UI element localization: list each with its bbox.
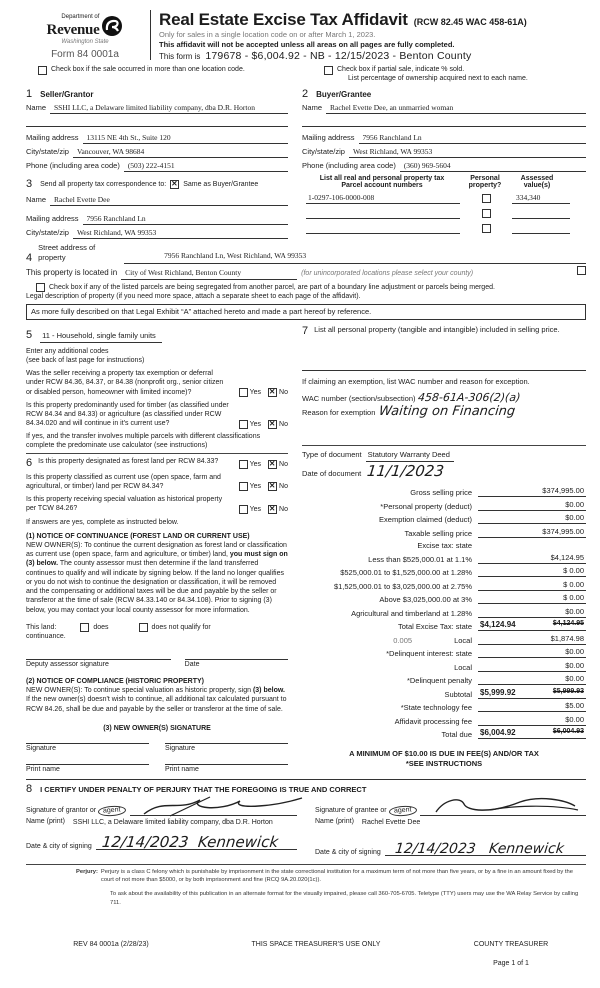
tax-label: Taxable selling price — [404, 528, 472, 538]
grantor-signing-city: Kennewick — [196, 833, 279, 852]
seller-mailing-field[interactable]: 13115 NE 4th St., Suite 120 — [83, 133, 288, 144]
parcel-row — [302, 223, 586, 234]
grantee-signing-city: Kennewick — [487, 841, 565, 858]
tax-value-field[interactable]: $0.00 — [478, 715, 586, 726]
form-is-value: 179678 - $6,004.92 - NB - 12/15/2023 - Benton County — [205, 50, 472, 63]
notice1-text-2: The county assessor must then determine if the land transferred continues to qualify and will indicate by signing below. If the land no longer qualifies or you do not wish to continue the designation or classification, it will be removed and the compensating or additional taxes will be due and payable by the seller or transferor at the time of sale (RCW 84.33.140 or 84.34.108). Prior to signing (3) below, you may contact your local county assessor for more information. — [26, 560, 284, 614]
tax-row-tier3 — [302, 580, 586, 591]
tax-row-tier4 — [302, 593, 586, 604]
correspondence-name-label: Name — [26, 195, 47, 205]
notice1-text-bold: you must sign on (3) below. — [26, 551, 288, 568]
checkbox-current-use-yes[interactable] — [239, 482, 248, 491]
this-land-label: This land: — [26, 623, 57, 631]
parcel-number-field[interactable]: 1-0297-106-0000-008 — [306, 193, 460, 204]
seller-name-label: Name — [26, 103, 47, 113]
tax-row-delinquent-interest-local — [302, 661, 586, 672]
tax-row-delinquent-interest-state — [302, 647, 586, 658]
tax-value-field[interactable]: $4,124.95 — [478, 553, 586, 564]
footer-county-treasurer: COUNTY TREASURER — [473, 940, 549, 948]
grantor-name-print-value[interactable]: SSHI LLC, a Delaware limited liability company, dba D.R. Horton — [72, 819, 273, 827]
question-exemption: Was the seller receiving a property tax exemption or deferral under RCW 84.36, 84.37, or 84.38 (nonprofit org., senior citizen or disabled person, homeowner with limited income)? — [26, 370, 224, 396]
tax-label: *Personal property (deduct) — [380, 501, 472, 511]
tax-computation — [302, 486, 586, 739]
tax-row-excise-state — [302, 540, 586, 550]
question-forest-land: Is this property designated as forest land per RCW 84.33? — [38, 457, 219, 465]
correspondence-city-label: City/state/zip — [26, 228, 69, 238]
checkbox-exemption-no[interactable] — [268, 388, 277, 397]
seller-phone-field[interactable]: (503) 222-4151 — [124, 161, 288, 172]
predominate-use-note: If yes, and the transfer involves multiple parcels with different classifications complete the predominate use calculator (see instructions) — [26, 432, 288, 454]
tax-label: Above $3,025,000.00 at 3% — [379, 595, 472, 605]
logo-dept-text: Department of — [61, 14, 100, 20]
no-label: No — [279, 388, 288, 396]
tax-value-field[interactable]: $374,995.00 — [478, 527, 586, 538]
no-label: No — [279, 483, 288, 491]
notice2-text-1: NEW OWNER(S): To continue special valuation as historic property, sign — [26, 687, 253, 695]
tax-value-field[interactable]: $0.00 — [478, 647, 586, 658]
correspondence-mailing-field[interactable]: 7956 Ranchland Ln — [83, 214, 288, 225]
deputy-assessor-label: Deputy assessor signature — [26, 660, 109, 668]
correspondence-label: Send all property tax correspondence to: — [40, 180, 167, 188]
parcel-row — [302, 208, 586, 219]
buyer-mailing-field[interactable]: 7956 Ranchland Ln — [359, 133, 586, 144]
label-ownership-percentage: List percentage of ownership acquired next to each name. — [348, 75, 528, 83]
tax-value-field[interactable]: $0.00 — [478, 674, 586, 685]
checkbox-historical-no[interactable] — [268, 505, 277, 514]
street-address-label1: Street address of — [38, 243, 96, 253]
grantee-signature-label: Signature of grantee or — [315, 807, 387, 815]
perjury-label: Perjury: — [76, 869, 98, 876]
logo-revenue-text: Revenue — [46, 21, 100, 38]
tax-row-local — [302, 634, 586, 645]
tax-label: Gross selling price — [410, 488, 472, 498]
yes-label: Yes — [249, 505, 262, 513]
does-not-label: does not qualify for — [151, 623, 211, 631]
parcel-row — [302, 193, 586, 204]
notice2-text-2: If the new owner(s) doesn't wish to continue, all additional tax calculated pursuant to RCW 84.26, shall be due and payable by the seller or transferor at the time of sale. — [26, 696, 287, 713]
grantor-signature-label: Signature of grantor or — [26, 807, 97, 815]
date-label: Date — [184, 660, 200, 668]
seller-city-field[interactable]: Vancouver, WA 98684 — [73, 147, 288, 158]
tax-value-field[interactable]: $ 0.00 — [478, 580, 586, 591]
notice1-text-1: NEW OWNER(S): To continue the current designation as forest land or classification as current use (open space, farm and agriculture, or timber) land, — [26, 541, 287, 559]
yes-label: Yes — [249, 483, 262, 491]
checkbox-forest-no[interactable] — [268, 460, 277, 469]
grantee-signature-field[interactable] — [420, 797, 586, 816]
tax-row-processing-fee — [302, 715, 586, 726]
seller-name-field[interactable]: SSHI LLC, a Delaware limited liability company, dba D.R. Horton — [50, 103, 288, 114]
segregated-label: Check box if any of the listed parcels are being segregated from another parcel, are part of a boundary line adjustment or parcels being merged. — [49, 283, 495, 291]
tax-row-technology-fee — [302, 701, 586, 712]
grantor-date-city-field[interactable] — [96, 829, 297, 850]
new-owner-signature-1[interactable] — [26, 743, 149, 752]
checkbox-timber-yes[interactable] — [239, 420, 248, 429]
perjury-text: Perjury is a class C felony which is punishable by imprisonment in the state correctional institution for a maximum term of not more than five years, or by a fine in an amount fixed by the court of not more than $5000, or by both imprisonment and fine (RCQ 9A.20.020(1c)). — [100, 869, 573, 884]
checkbox-current-use-no[interactable] — [268, 482, 277, 491]
section1-number: 1 — [26, 88, 33, 101]
tax-struck-value: $6,004.93 — [552, 728, 584, 736]
exemption-reason-field[interactable]: Waiting on Financing — [378, 404, 517, 420]
signature-label: Signature — [26, 744, 56, 752]
grantee-date-city-field[interactable] — [385, 835, 586, 856]
located-in-note: (for unincorporated locations please select your county) — [301, 269, 474, 277]
tax-row-subtotal — [302, 688, 586, 699]
section2-number: 2 — [302, 88, 309, 101]
checkbox-personal-property-2[interactable] — [482, 224, 491, 233]
tax-label: *Delinquent penalty — [406, 676, 472, 686]
correspondence-name-field[interactable]: Rachel Evette Dee — [50, 195, 288, 206]
additional-codes-label: Enter any additional codes — [26, 347, 109, 355]
section-seller — [26, 84, 288, 172]
land-use-code-field[interactable]: 11 - Household, single family units — [40, 331, 162, 343]
tax-value-field[interactable]: $374,995.00 — [478, 486, 586, 497]
header-note-1: Only for sales in a single location code on or after March 1, 2023. — [159, 30, 376, 39]
seller-name-extra-line[interactable] — [26, 117, 288, 127]
grantor-signing-date: 12/14/2023 — [100, 833, 190, 852]
buyer-phone-label: Phone (including area code) — [302, 161, 396, 171]
section4-number: 4 — [26, 251, 33, 264]
section-buyer — [302, 84, 586, 172]
question-historical: Is this property receiving special valuation as historical property per TCW 84.26? — [26, 496, 223, 513]
grantee-agent-circled: agent — [388, 805, 416, 817]
grantor-signature-field[interactable] — [130, 797, 297, 816]
logo-state-text: Washington State — [61, 38, 109, 45]
no-label: No — [279, 460, 288, 468]
parcel-header-personal1: Personal — [470, 175, 500, 183]
certify-statement: I CERTIFY UNDER PENALTY OF PERJURY THAT THE FOREGOING IS TRUE AND CORRECT — [40, 784, 367, 794]
tax-row-personal-deduct — [302, 500, 586, 511]
tax-value-field[interactable]: $1,874.98 — [478, 634, 586, 645]
tax-struck-value: $5,999.93 — [552, 687, 584, 695]
page-title: Real Estate Excise Tax Affidavit — [159, 10, 408, 29]
grantor-signature-icon — [140, 794, 310, 818]
checkbox-personal-property-0[interactable] — [482, 194, 491, 203]
question-timber: Is this property predominantly used for timber (as classified under RCW 84.34 and 84.33) or agriculture (as classified under RCW 84.34.020 and will continue in it's current use? — [26, 401, 229, 428]
grantor-date-city-label: Date & city of signing — [26, 843, 92, 851]
checkbox-land-does-not[interactable] — [139, 623, 148, 632]
checkbox-segregated[interactable] — [36, 283, 45, 292]
signature-label: Signature — [165, 744, 195, 752]
buyer-name-field[interactable]: Rachel Evette Dee, an unmarried woman — [326, 103, 586, 114]
header-note-2: This affidavit will not be accepted unless all areas on all pages are fully completed. — [159, 40, 455, 50]
tax-row-gross — [302, 486, 586, 497]
new-owner-printname-2[interactable] — [165, 764, 288, 773]
tax-row-exemption-deduct — [302, 513, 586, 524]
footer-treasurer-space: THIS SPACE TREASURER'S USE ONLY — [251, 940, 381, 948]
tax-label: *Delinquent interest: state — [386, 649, 472, 659]
notice1-title: (1) NOTICE OF CONTINUANCE (FOREST LAND OR CURRENT USE) — [26, 532, 250, 540]
print-name-label: Print name — [26, 765, 60, 773]
see-instructions-note: *SEE INSTRUCTIONS — [405, 759, 483, 769]
tax-value-field[interactable]: $5.00 — [478, 701, 586, 712]
seller-mailing-label: Mailing address — [26, 133, 79, 143]
section-certify — [26, 779, 586, 856]
parcel-header-personal2: property? — [468, 182, 502, 190]
tax-label: Total Excise Tax: state — [397, 622, 472, 632]
wac-number-field[interactable]: 458-61A-306(2)(a) — [416, 390, 521, 404]
tax-label: Total due — [441, 730, 472, 740]
header — [26, 6, 586, 62]
parcel-header-line2: Parcel account numbers — [341, 182, 423, 190]
correspondence-mailing-label: Mailing address — [26, 214, 79, 224]
label-multiple-location: Check box if the sale occurred in more than one location code. — [51, 66, 245, 74]
personal-property-write-line[interactable] — [302, 361, 586, 371]
new-owner-printname-1[interactable] — [26, 764, 149, 773]
deputy-date-line[interactable] — [185, 659, 288, 668]
print-name-label: Print name — [165, 765, 199, 773]
assessed-value-field[interactable]: 334,340 — [512, 193, 570, 204]
footer — [26, 941, 586, 967]
tax-value-field[interactable]: $0.00 — [478, 661, 586, 672]
parcel-header-assessed1: Assessed — [520, 175, 554, 183]
checkbox-county-select[interactable] — [577, 266, 586, 275]
street-address-label2: property — [38, 253, 66, 263]
section7-number: 7 — [302, 324, 309, 337]
buyer-city-field[interactable]: West Richland, WA 99353 — [349, 147, 586, 158]
form-is-label: This form is — [159, 52, 201, 62]
tax-value-field[interactable]: $ 0.00 — [478, 593, 586, 604]
tax-label: Agricultural and timberland at 1.28% — [351, 608, 472, 618]
legal-description-field[interactable]: As more fully described on that Legal Exhibit “A” attached hereto and made a part hereof by reference. — [26, 304, 586, 320]
form-number: Form 84 0001a — [51, 48, 119, 60]
yes-label: Yes — [249, 420, 262, 428]
tax-value-field[interactable]: $ 0.00 — [478, 566, 586, 577]
wac-number-label: WAC number (section/subsection) — [302, 393, 416, 403]
section3-number: 3 — [26, 178, 33, 191]
grantee-signature-icon — [430, 794, 580, 818]
document-date-label: Date of document — [302, 469, 362, 479]
checkbox-exemption-yes[interactable] — [239, 388, 248, 397]
footer-page-number: Page 1 of 1 — [493, 959, 529, 967]
checkbox-historical-yes[interactable] — [239, 505, 248, 514]
yes-label: Yes — [249, 388, 262, 396]
section1-title: Seller/Grantor — [40, 90, 94, 100]
section-tax-correspondence — [26, 172, 288, 239]
parcel-header-line1: List all real and personal property tax — [319, 175, 445, 183]
tty-note: To ask about the availability of this publication in an alternate format for the visually impaired, please call 360-705-6705. Teletype (TTY) users may use the WA Relay Service by calling 711. — [110, 891, 579, 906]
no-label: No — [279, 420, 288, 428]
tax-label: Exemption claimed (deduct) — [379, 515, 472, 525]
tax-label: Less than $525,000.01 at 1.1% — [368, 554, 472, 564]
document-type-label: Type of document — [302, 450, 362, 460]
section6-number: 6 — [26, 456, 33, 469]
grantor-agent-circled: agent — [98, 805, 126, 817]
minimum-fee-note: A MINIMUM OF $10.00 IS DUE IN FEE(S) AND/OR TAX — [349, 749, 539, 759]
buyer-name-label: Name — [302, 103, 323, 113]
grantee-name-print-label: Name (print) — [315, 818, 354, 826]
does-label: does — [93, 623, 109, 631]
tax-label: Affidavit processing fee — [394, 716, 472, 726]
notice2-title: (2) NOTICE OF COMPLIANCE (HISTORIC PROPERTY) — [26, 677, 204, 685]
tax-total-value: $5,999.92 — [480, 687, 516, 697]
checkbox-personal-property-1[interactable] — [482, 209, 491, 218]
tax-label: $525,000.01 to $1,525,000.00 at 1.28% — [340, 568, 472, 578]
tax-label: Excise tax: state — [417, 541, 472, 551]
checkbox-forest-yes[interactable] — [239, 460, 248, 469]
parcel-header-assessed2: value(s) — [523, 182, 551, 190]
parcel-number-field[interactable] — [306, 223, 460, 234]
tax-row-taxable — [302, 527, 586, 538]
tax-row-tier1 — [302, 553, 586, 564]
tax-row-agricultural — [302, 607, 586, 618]
document-date-field[interactable]: 11/1/2023 — [366, 462, 446, 481]
deputy-assessor-signature-line[interactable] — [26, 659, 171, 668]
section5-number: 5 — [26, 328, 33, 341]
personal-property-label: List all personal property (tangible and intangible) included in selling price. — [314, 324, 560, 334]
new-owners-signature-title: (3) NEW OWNER(S) SIGNATURE — [103, 724, 211, 732]
grantee-date-city-label: Date & city of signing — [315, 849, 381, 857]
document-type-field[interactable]: Statutory Warranty Deed — [366, 450, 454, 462]
tax-struck-value: $4,124.95 — [552, 620, 584, 628]
question-current-use: Is this property classified as current use (open space, farm and agricultural, or timber) land per RCW 84.34? — [26, 473, 221, 490]
correspondence-city-field[interactable]: West Richland, WA 99353 — [73, 228, 288, 239]
grantee-signing-date: 12/14/2023 — [393, 841, 477, 858]
section2-title: Buyer/Grantee — [316, 90, 372, 100]
tax-row-total-excise-state — [302, 620, 586, 631]
located-in-field[interactable]: City of West Richland, Benton County — [121, 268, 297, 280]
checkbox-timber-no[interactable] — [268, 420, 277, 429]
footer-rev: REV 84 0001a (2/28/23) — [73, 940, 149, 948]
tax-row-delinquent-penalty — [302, 674, 586, 685]
grantee-name-print-value[interactable]: Rachel Evette Dee — [361, 819, 421, 827]
section-street-address — [26, 243, 586, 320]
tax-value-field[interactable]: $0.00 — [478, 500, 586, 511]
checkbox-same-as-buyer[interactable] — [170, 180, 179, 189]
parcel-table — [302, 172, 586, 239]
same-as-buyer-label: Same as Buyer/Grantee — [183, 180, 259, 188]
buyer-city-label: City/state/zip — [302, 147, 345, 157]
yes-label: Yes — [249, 460, 262, 468]
tax-label: Subtotal — [444, 689, 472, 699]
notice2-text-bold: (3) below. — [252, 687, 285, 695]
title-rcw-ref: (RCW 82.45 WAC 458-61A) — [413, 17, 527, 27]
located-in-label: This property is located in — [26, 267, 118, 277]
tax-value-field — [478, 540, 586, 550]
tax-label: $1,525,000.01 to $3,025,000.00 at 2.75% — [333, 581, 472, 591]
section8-number: 8 — [26, 782, 33, 795]
checkbox-partial-sale[interactable] — [324, 66, 333, 75]
revenue-swirl-icon — [101, 15, 123, 37]
exemption-reason-label: Reason for exemption — [302, 408, 376, 418]
tax-value-field[interactable]: $0.00 — [478, 607, 586, 618]
tax-value-field[interactable]: $0.00 — [478, 513, 586, 524]
buyer-phone-field[interactable]: (360) 969-5604 — [400, 161, 586, 172]
checkbox-multiple-location[interactable] — [38, 66, 47, 75]
tax-total-value: $4,124.94 — [480, 620, 516, 630]
buyer-mailing-label: Mailing address — [302, 133, 355, 143]
street-address-field[interactable]: 7956 Ranchland Ln, West Richland, WA 99353 — [124, 251, 586, 263]
seller-city-label: City/state/zip — [26, 147, 69, 157]
tax-label: Local — [454, 662, 472, 672]
local-rate: 0.005 — [393, 635, 413, 645]
parcel-number-field[interactable] — [306, 208, 460, 219]
if-yes-note: If answers are yes, complete as instructed below. — [26, 518, 179, 526]
tax-label: *State technology fee — [400, 703, 472, 713]
perjury-notice — [26, 864, 586, 906]
grantor-name-print-label: Name (print) — [26, 818, 65, 826]
assessed-value-field[interactable] — [512, 208, 570, 219]
additional-codes-note: (see back of last page for instructions) — [26, 357, 145, 365]
tax-total-value: $6,004.92 — [480, 728, 516, 738]
seller-phone-label: Phone (including area code) — [26, 161, 120, 171]
revenue-logo — [26, 6, 144, 62]
buyer-name-extra-line[interactable] — [302, 117, 586, 127]
label-partial-sale: Check box if partial sale, indicate % sold. — [337, 66, 465, 74]
checkbox-land-does[interactable] — [80, 623, 89, 632]
exemption-note: If claiming an exemption, list WAC number and reason for exception. — [302, 376, 530, 386]
no-label: No — [279, 505, 288, 513]
assessed-value-field[interactable] — [512, 223, 570, 234]
tax-row-total-due — [302, 728, 586, 739]
new-owner-signature-2[interactable] — [165, 743, 288, 752]
continuance-label: continuance. — [26, 632, 66, 640]
tax-row-tier2 — [302, 566, 586, 577]
legal-description-label: Legal description of property (if you need more space, attach a separate sheet to each page of the affidavit). — [26, 292, 361, 300]
header-divider — [150, 10, 151, 60]
tax-label: Local — [454, 635, 472, 645]
